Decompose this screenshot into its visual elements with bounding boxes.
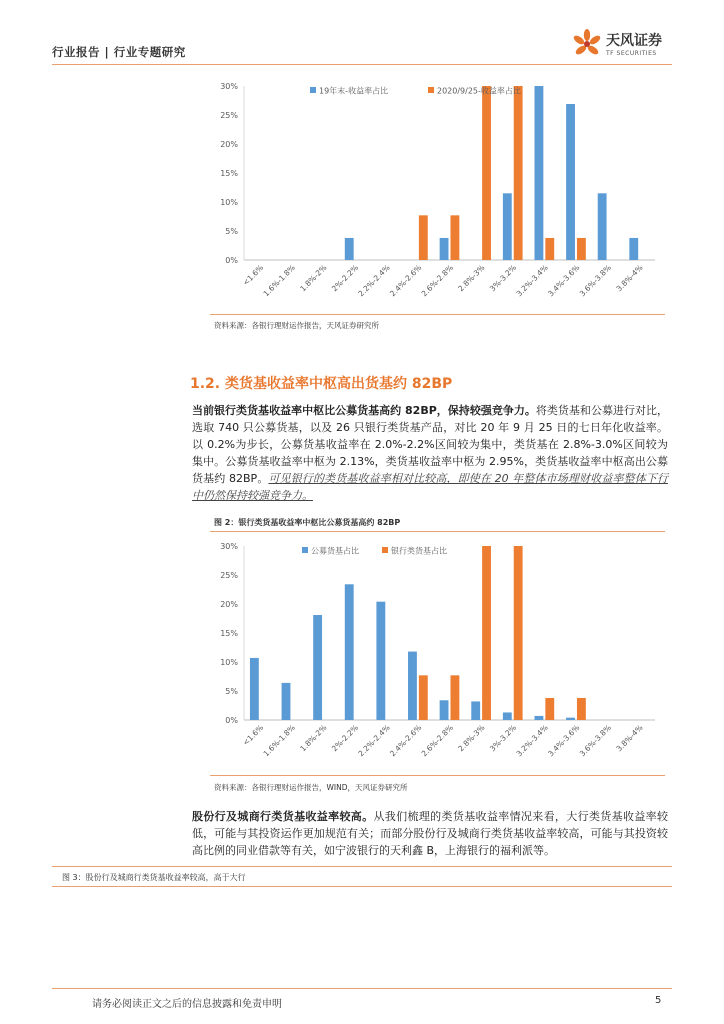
chart-0-bar-blue [503,193,512,260]
chart-1-bar-orange [577,698,586,720]
chart-0-xtick-label: 3%-3.2% [487,263,519,294]
chart-0-xtick-label: 2.4%-2.6% [388,263,424,299]
chart-1-xtick-label: 2%-2.2% [329,723,361,754]
chart-0-legend-label: 19年末-收益率占比 [319,86,389,96]
chart-1-bar-blue [566,718,575,720]
chart-1-bar-blue [282,683,291,720]
chart-0-xtick-label: 3.8%-4% [614,263,645,294]
chart-1-bar-blue [313,615,322,720]
figure-3-title: 图 3：股份行及城商行类货基收益率较高，高于大行 [62,873,246,882]
chart-2-money-fund-comparison [210,538,665,770]
chart-1-xtick-label: 2.8%-3% [456,723,487,754]
chart-0-ytick-label: 25% [220,111,238,120]
chart-0-ytick-label: 30% [220,82,238,91]
chart-1-xtick-label: 1.8%-2% [298,723,329,754]
chart-1-bar-orange [545,698,554,720]
chart-1-legend-swatch [302,547,308,553]
chart-2-source-divider [210,775,665,776]
paragraph-1-highlight: 可见银行的类货基收益率相对比较高，即使在 20 年整体市场理财收益率整体下行中仍然保持较强竞争力。 [192,472,668,502]
chart-1-bar-orange [482,546,491,720]
chart-0-bar-blue [345,238,354,260]
chart-1-xtick-label: 3.2%-3.4% [514,723,550,759]
chart-0-xtick-label: 3.6%-3.8% [577,263,613,299]
chart-0-bar-orange [577,238,586,260]
chart-1-bar-blue [471,701,480,720]
chart-1-xtick-label: 3%-3.2% [487,723,519,754]
chart-1-bar-blue [408,652,417,720]
chart-0-bar-blue [566,104,575,260]
chart-1-bar-blue [534,716,543,720]
page-number: 5 [655,995,662,1006]
chart-1-ytick-label: 5% [225,687,238,696]
paragraph-2-lead: 股份行及城商行类货基收益率较高。 [192,810,374,823]
chart-1-ytick-label: 10% [220,658,238,667]
paragraph-1-lead: 当前银行类货基收益率中枢比公募货基高约 82BP，保持较强竞争力。 [192,404,536,417]
chart-0-bar-blue [440,238,449,260]
chart-0-xtick-label: 2%-2.2% [329,263,361,294]
chart-0-xtick-label: 2.2%-2.4% [356,263,392,299]
chart-0-bar-orange [545,238,554,260]
chart-0-xtick-label: 2.8%-3% [456,263,487,294]
chart-1-xtick-label: 2.2%-2.4% [356,723,392,759]
section-title: 1.2. 类货基收益率中枢高出货基约 82BP [190,376,453,392]
chart-0-bar-orange [451,215,460,260]
chart-0-ytick-label: 5% [225,227,238,236]
chart-0-xtick-label: 3.2%-3.4% [514,263,550,299]
chart-1-bar-orange [514,546,523,720]
figure-2-title: 图 2：银行类货基收益率中枢比公募货基高约 82BP [214,518,401,527]
chart-1-bar-blue [440,700,449,720]
chart-1-ytick-label: 20% [220,600,238,609]
chart-0-ytick-label: 10% [220,198,238,207]
chart-1-ytick-label: 15% [220,629,238,638]
chart-0-xtick-label: 1.8%-2% [298,263,329,294]
paragraph-1 [192,402,668,504]
chart-2-source: 资料来源：各银行理财运作报告，WIND，天风证券研究所 [214,783,408,792]
figure-3-top-divider [52,866,672,867]
logo-text: 天风证券 [606,33,662,49]
chart-1-ytick-label: 30% [220,542,238,551]
chart-1-xtick-label: 2.6%-2.8% [419,723,455,759]
figure-2-title-divider [210,531,665,532]
chart-0-xtick-label: 3.4%-3.6% [546,263,582,299]
chart-0-ytick-label: 0% [225,256,238,265]
header-section-label: 行业报告 | 行业专题研究 [52,45,186,59]
chart-0-xtick-label: 1.6%-1.8% [261,263,297,299]
chart-1-ytick-label: 25% [220,571,238,580]
chart-0-ytick-label: 15% [220,169,238,178]
footer-divider [52,988,672,989]
paragraph-2 [192,808,668,859]
footer-disclaimer: 请务必阅读正文之后的信息披露和免责申明 [92,999,282,1010]
chart-1-xtick-label: <1.6% [240,723,266,748]
chart-1-legend-swatch [382,547,388,553]
logo-subtext: TF SECURITIES [606,50,657,57]
chart-0-xtick-label: <1.6% [240,263,266,288]
chart-1-xtick-label: 1.6%-1.8% [261,723,297,759]
chart-1-bar-blue [376,602,385,720]
header-divider [52,64,672,65]
chart-0-bar-blue [534,86,543,260]
chart-1-bar-blue [250,658,259,720]
paragraph-2-body: 从我们梳理的类货基收益率情况来看，大行类货基收益率较低，可能与其投资运作更加规范有关；而部分股份行及城商行类货基收益率较高，可能与其投资较高比例的同业借款等有关，如宁波银行的天利鑫 B，上海银行的福利派等。 [192,810,669,857]
figure-3-title-divider [52,886,672,887]
chart-0-bar-blue [598,193,607,260]
chart-0-bar-blue [629,238,638,260]
chart-1-xtick-label: 3.8%-4% [614,723,645,754]
chart-0-legend-label: 2020/9/25-收益率占比 [437,86,521,96]
chart-1-source-divider [210,314,665,315]
tf-logo-icon [570,26,604,60]
chart-0-xtick-label: 2.6%-2.8% [419,263,455,299]
chart-0-legend-swatch [310,87,316,93]
chart-1-bar-orange [419,675,428,720]
chart-0-ytick-label: 20% [220,140,238,149]
chart-1-legend-label: 公募货基占比 [311,546,359,556]
chart-1-bar-blue [345,584,354,720]
chart-0-bar-orange [419,215,428,260]
chart-1-xtick-label: 3.6%-3.8% [577,723,613,759]
paragraph-1-body: 将类货基和公募进行对比，选取 740 只公募货基，以及 26 只银行类货基产品，对比 20 年 9 月 25 日的七日年化收益率。以 0.2%为步长，公募货基收益率在 2.0%-2.2%区间较为集中，类货基在 2.8%-3.0%区间较为集中。公募货基收益率中枢为 2.13%，类货基收益率中枢为 2.95%，类货基收益率中枢高出公募货基约 82BP。 [192,404,668,485]
chart-0-legend-swatch [428,87,434,93]
chart-1-bar-blue [503,712,512,720]
chart-1-xtick-label: 3.4%-3.6% [546,723,582,759]
chart-1-legend-label: 银行类货基占比 [391,546,447,556]
chart-0-bar-orange [482,86,491,260]
chart-1-xtick-label: 2.4%-2.6% [388,723,424,759]
chart-0-bar-orange [514,86,523,260]
chart-1-ytick-label: 0% [225,716,238,725]
chart-1-yield-distribution [210,78,665,310]
chart-1-source: 资料来源：各银行理财运作报告，天风证券研究所 [214,321,379,330]
chart-1-bar-orange [451,675,460,720]
